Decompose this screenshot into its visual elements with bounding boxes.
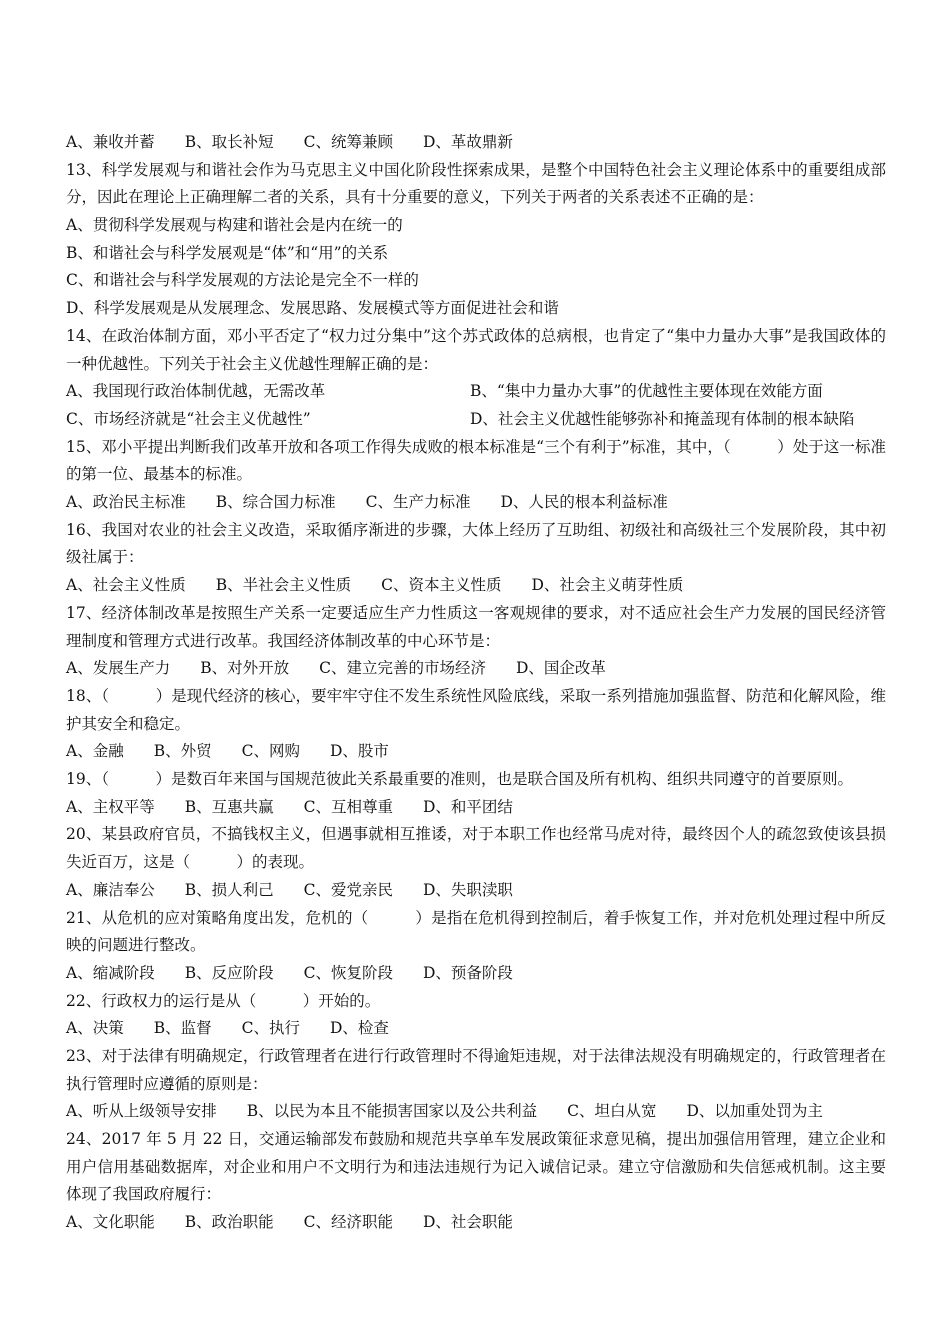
option: D、社会职能 <box>422 1213 513 1232</box>
q20-stem: 20、某县政府官员，不搞钱权主义，但遇事就相互推诿，对于本职工作也经常马虎对待，最终因个人的疏忽致使该县损失近百万，这是（ ）的表现。 <box>66 825 886 872</box>
q23-options <box>66 1098 886 1126</box>
q14-options <box>66 378 886 433</box>
option: D、国企改革 <box>515 659 606 678</box>
q14-stem: 14、在政治体制方面，邓小平否定了“权力过分集中”这个苏式政体的总病根，也肯定了“集中力量办大事”是我国政体的一种优越性。下列关于社会主义优越性理解正确的是： <box>66 326 886 373</box>
q15-stem: 15、邓小平提出判断我们改革开放和各项工作得失成败的根本标准是“三个有利于”标准，其中，（ ）处于这一标准的第一位、最基本的标准。 <box>66 437 886 484</box>
q24-options <box>66 1209 886 1237</box>
option: A、贯彻科学发展观与构建和谐社会是内在统一的 <box>66 216 403 235</box>
option: A、社会主义性质 <box>66 576 186 595</box>
option: C、资本主义性质 <box>381 576 502 595</box>
option: B、对外开放 <box>200 659 290 678</box>
option: A、发展生产力 <box>66 659 171 678</box>
q13-stem: 13、科学发展观与和谐社会作为马克思主义中国化阶段性探索成果，是整个中国特色社会主义理论体系中的重要组成部分，因此在理论上正确理解二者的关系，具有十分重要的意义，下列关于两者的关系表述不正确的是： <box>66 160 886 207</box>
option: C、恢复阶段 <box>303 963 393 982</box>
option: C、生产力标准 <box>365 493 471 512</box>
option: B、和谐社会与科学发展观是“体”和“用”的关系 <box>66 243 389 262</box>
q22-stem: 22、行政权力的运行是从（ ）开始的。 <box>66 991 381 1010</box>
option: D、以加重处罚为主 <box>686 1102 823 1121</box>
option: C、和谐社会与科学发展观的方法论是完全不一样的 <box>66 271 419 290</box>
exam-page <box>66 129 886 1237</box>
q21-stem: 21、从危机的应对策略角度出发，危机的（ ）是指在危机得到控制后，着手恢复工作，并对危机处理过程中所反映的问题进行整改。 <box>66 908 886 955</box>
option: C、坦白从宽 <box>567 1102 657 1121</box>
option: A、文化职能 <box>66 1213 155 1232</box>
option: B、“集中力量办大事”的优越性主要体现在效能方面 <box>470 382 823 401</box>
option: C、爱党亲民 <box>303 880 393 899</box>
option: A、我国现行政治体制优越，无需改革 <box>66 382 326 401</box>
q19-options <box>66 794 886 822</box>
option: A、听从上级领导安排 <box>66 1102 217 1121</box>
option: D、人民的根本利益标准 <box>500 493 668 512</box>
option: A、政治民主标准 <box>66 493 186 512</box>
option: B、反应阶段 <box>184 963 274 982</box>
option: D、社会主义萌芽性质 <box>531 576 684 595</box>
option: A、兼收并蓄 <box>66 133 155 151</box>
q23-stem: 23、对于法律有明确规定，行政管理者在进行行政管理时不得逾矩违规，对于法律法规没有明确规定的，行政管理者在执行管理时应遵循的原则是： <box>66 1046 886 1093</box>
option: D、和平团结 <box>422 797 513 816</box>
option: C、统筹兼顾 <box>303 133 393 151</box>
option: C、经济职能 <box>303 1213 393 1232</box>
option: B、以民为本且不能损害国家以及公共利益 <box>246 1102 538 1121</box>
option: D、科学发展观是从发展理念、发展思路、发展模式等方面促进社会和谐 <box>66 299 559 318</box>
q15-options <box>66 489 886 517</box>
q19-stem: 19、（ ）是数百年来国与国规范彼此关系最重要的准则，也是联合国及所有机构、组织共同遵守的首要原则。 <box>66 770 853 789</box>
option: B、损人利己 <box>184 880 274 899</box>
q16-stem: 16、我国对农业的社会主义改造，采取循序渐进的步骤，大体上经历了互助组、初级社和高级社三个发展阶段，其中初级社属于： <box>66 520 886 567</box>
option: C、执行 <box>241 1019 300 1038</box>
option: A、缩减阶段 <box>66 963 155 982</box>
option: D、预备阶段 <box>422 963 513 982</box>
q22-options <box>66 1015 886 1043</box>
option: D、检查 <box>329 1019 389 1038</box>
option: C、网购 <box>241 742 300 761</box>
q17-stem: 17、经济体制改革是按照生产关系一定要适应生产力性质这一客观规律的要求，对不适应社会生产力发展的国民经济管理制度和管理方式进行改革。我国经济体制改革的中心环节是： <box>66 603 886 650</box>
option: C、互相尊重 <box>303 797 393 816</box>
q12-options <box>66 129 886 157</box>
option: B、外贸 <box>153 742 212 761</box>
option: A、决策 <box>66 1019 124 1038</box>
option: B、取长补短 <box>184 133 274 151</box>
q18-stem: 18、（ ）是现代经济的核心，要牢牢守住不发生系统性风险底线，采取一系列措施加强监督、防范和化解风险，维护其安全和稳定。 <box>66 686 886 733</box>
option: B、半社会主义性质 <box>215 576 352 595</box>
option: D、股市 <box>329 742 389 761</box>
option: D、革故鼎新 <box>422 133 513 151</box>
option: C、建立完善的市场经济 <box>319 659 486 678</box>
option: B、互惠共赢 <box>184 797 274 816</box>
option: B、综合国力标准 <box>215 493 336 512</box>
q18-options <box>66 738 886 766</box>
q24-stem: 24、2017 年 5 月 22 日，交通运输部发布鼓励和规范共享单车发展政策征求意见稿，提出加强信用管理，建立企业和用户信用基础数据库，对企业和用户不文明行为和违法违规行为记入诚信记录。建立守信激励和失信惩戒机制。这主要体现了我国政府履行： <box>66 1130 886 1204</box>
q16-options <box>66 572 886 600</box>
option: A、廉洁奉公 <box>66 880 155 899</box>
option: A、主权平等 <box>66 797 155 816</box>
option: D、社会主义优越性能够弥补和掩盖现有体制的根本缺陷 <box>470 409 855 428</box>
q17-options <box>66 655 886 683</box>
option: B、政治职能 <box>184 1213 274 1232</box>
option: B、监督 <box>153 1019 212 1038</box>
option: A、金融 <box>66 742 124 761</box>
q20-options <box>66 877 886 905</box>
option: D、失职渎职 <box>422 880 513 899</box>
q21-options <box>66 960 886 988</box>
option: C、市场经济就是“社会主义优越性” <box>66 409 311 428</box>
